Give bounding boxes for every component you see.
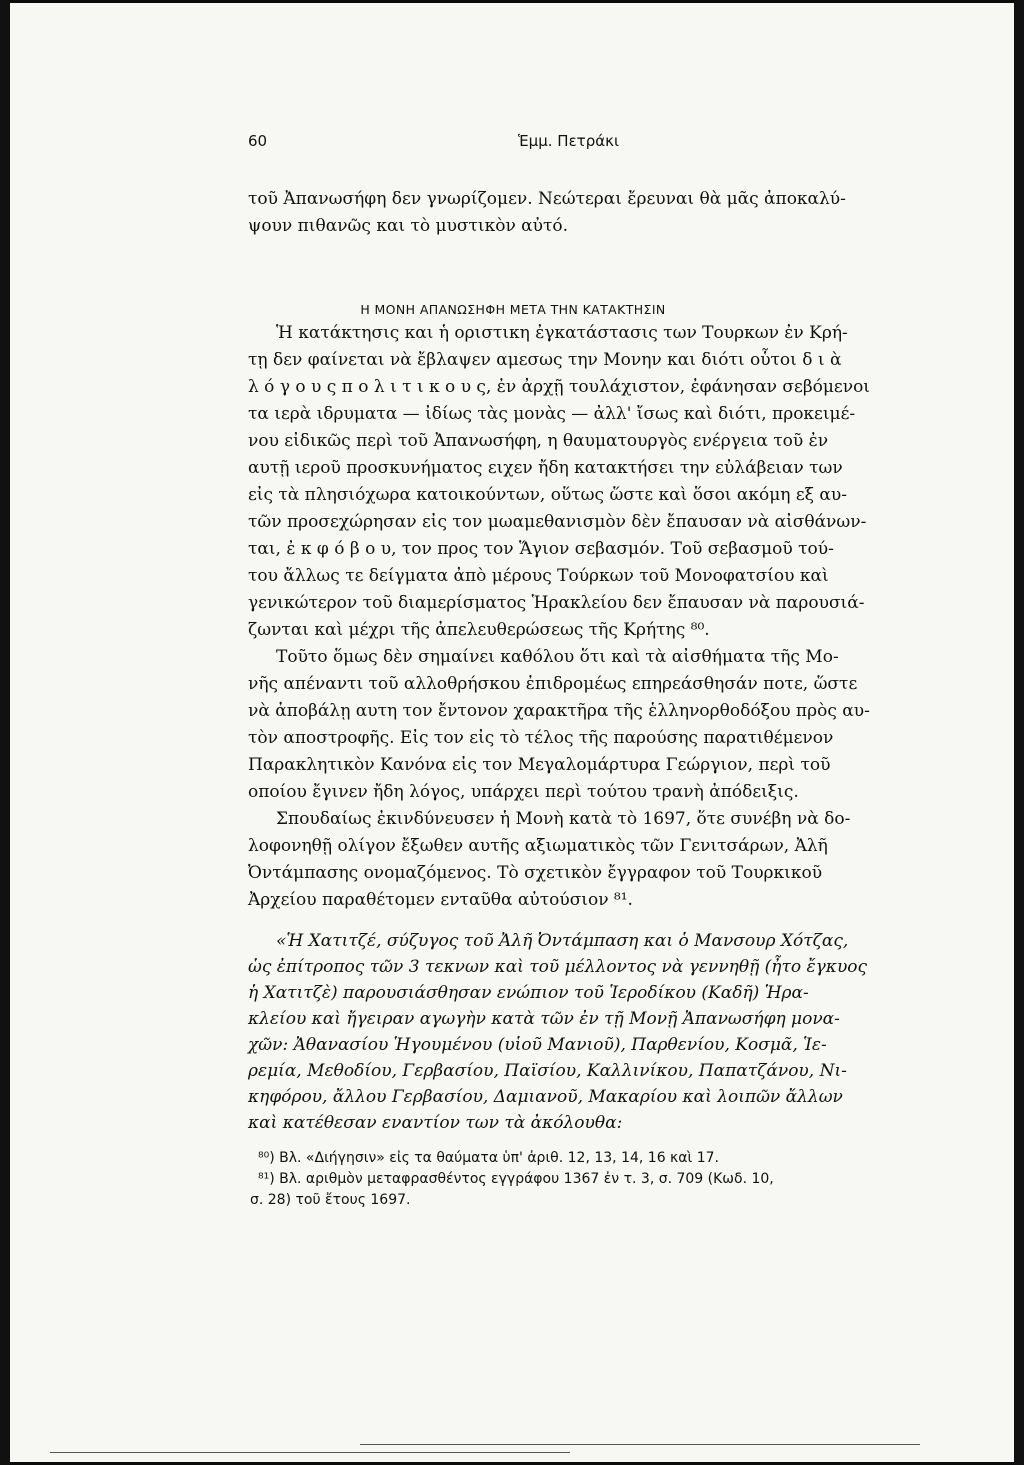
scan-line xyxy=(50,1452,570,1453)
text-line: καὶ κατέθεσαν εναντίον των τὰ ἀκόλουθα: xyxy=(248,1113,623,1133)
text-line: λοφονηθῇ ολίγον ἔξωθεν αυτῆς αξιωματικὸς τῶν Γενιτσάρων, Ἀλῆ xyxy=(248,836,828,856)
text-line: ζωνται καὶ μέχρι τῆς ἀπελευθερώσεως τῆς Κρήτης ⁸⁰. xyxy=(248,620,710,640)
text-line: τῶν προσεχώρησαν εἰς τον μωαμεθανισμὸν δὲν ἔπαυσαν νὰ αἰσθάνων- xyxy=(248,512,867,532)
text-line: ἡ Χατιτζὲ) παρουσιάσθησαν ενώπιον τοῦ Ἱεροδίκου (Καδῆ) Ἡρα- xyxy=(248,983,809,1003)
footnotes xyxy=(250,1148,780,1211)
scan-line xyxy=(360,1444,920,1445)
text-line: αυτῇ ιεροῦ προσκυνήματος ειχεν ἤδη κατακτήσει την εὐλάβειαν των xyxy=(248,458,843,478)
scan-border-left xyxy=(0,0,10,1465)
quoted-document xyxy=(248,928,868,1136)
running-head: Ἑμμ. Πετράκι xyxy=(518,132,620,150)
text-line: νῆς απέναντι τοῦ αλλοθρήσκου ἐπιδρομέως επηρεάσθησάν ποτε, ὥστε xyxy=(248,674,858,694)
section-heading: Η ΜΟΝΗ ΑΠΑΝΩΣΗΦΗ ΜΕΤΑ ΤΗΝ ΚΑΤΑΚΤΗΣΙΝ xyxy=(360,302,666,317)
page-header xyxy=(248,132,778,158)
text-line: ρεμία, Μεθοδίου, Γερβασίου, Παϊσίου, Καλλινίκου, Παπατζάνου, Νι- xyxy=(248,1061,847,1081)
footnote-81-continuation: σ. 28) τοῦ ἔτους 1697. xyxy=(250,1192,411,1208)
text-line: τὸν αποστροφῆς. Εἰς τον εἰς τὸ τέλος τῆς παρούσης παρατιθέμενον xyxy=(248,728,834,748)
text-line: τῃ δεν φαίνεται νὰ ἔβλαψεν αμεσως την Μονην και διότι οὗτοι δ ι ὰ xyxy=(248,350,842,370)
text-line: Τοῦτο ὅμως δὲν σημαίνει καθόλου ὅτι καὶ τὰ αἰσθήματα τῆς Μο- xyxy=(276,647,839,667)
page-number: 60 xyxy=(248,132,268,150)
footnote-81: ⁸¹) Βλ. αριθμὸν μεταφρασθέντος εγγράφου 1367 ἐν τ. 3, σ. 709 (Κωδ. 10, xyxy=(258,1171,774,1187)
text-line: οποίου ἔγινεν ἤδη λόγος, υπάρχει περὶ τούτου τρανὴ ἀπόδειξις. xyxy=(248,782,799,802)
text-line: Σπουδαίως ἐκινδύνευσεν ἡ Μονὴ κατὰ τὸ 1697, ὅτε συνέβη νὰ δο- xyxy=(276,809,851,829)
scan-border-right xyxy=(1014,0,1024,1465)
text-line: κηφόρου, ἄλλου Γερβασίου, Δαμιανοῦ, Μακαρίου καὶ λοιπῶν ἄλλων xyxy=(248,1087,843,1107)
intro-paragraph xyxy=(248,186,846,240)
text-line: νὰ ἀποβάλῃ αυτη τον ἔντονον χαρακτῆρα τῆς ἑλληνορθοδόξου πρὸς αυ- xyxy=(248,701,870,721)
text-line: λ ό γ ο υ ς π ο λ ι τ ι κ ο υ ς, ἐν ἀρχῇ τουλάχιστον, ἐφάνησαν σεβόμενοι xyxy=(248,377,870,397)
text-line: ψουν πιθανῶς και τὸ μυστικὸν αὐτό. xyxy=(248,216,569,236)
text-line: νου εἰδικῶς περὶ τοῦ Ἀπανωσήφη, η θαυματουργὸς ενέργεια τοῦ ἐν xyxy=(248,431,829,451)
text-line: Παρακλητικὸν Κανόνα εἰς τον Μεγαλομάρτυρα Γεώργιον, περὶ τοῦ xyxy=(248,755,831,775)
text-line: Ἀρχείου παραθέτομεν ενταῦθα αὐτούσιον ⁸¹. xyxy=(248,890,633,910)
paragraph-2 xyxy=(248,644,870,806)
footnote-80: ⁸⁰) Βλ. «Διήγησιν» εἰς τα θαύματα ὑπ' ἀριθ. 12, 13, 14, 16 καὶ 17. xyxy=(258,1150,719,1166)
text-line: ται, ἐ κ φ ό β ο υ, τον προς τον Ἅγιον σεβασμόν. Τοῦ σεβασμοῦ τού- xyxy=(248,539,834,559)
text-line: ὡς ἐπίτροπος τῶν 3 τεκνων καὶ τοῦ μέλλοντος νὰ γεννηθῇ (ἦτο ἔγκυος xyxy=(248,957,868,977)
paragraph-3 xyxy=(248,806,851,914)
paragraph-1 xyxy=(248,320,870,644)
text-line: του ἄλλως τε δείγματα ἀπὸ μέρους Τούρκων τοῦ Μονοφατσίου καὶ xyxy=(248,566,829,586)
text-line: κλείου καὶ ἤγειραν αγωγὴν κατὰ τῶν ἐν τῇ Μονῇ Ἀπανωσήφη μονα- xyxy=(248,1009,840,1029)
text-line: γενικώτερον τοῦ διαμερίσματος Ἡρακλείου δεν ἔπαυσαν νὰ παρουσιά- xyxy=(248,593,865,613)
text-line: χῶν: Ἀθανασίου Ἡγουμένου (υἱοῦ Μανιοῦ), Παρθενίου, Κοσμᾶ, Ἱε- xyxy=(248,1035,827,1055)
text-line: τα ιερὰ ιδρυματα — ἰδίως τὰς μονὰς — ἀλλ' ἴσως καὶ διότι, προκειμέ- xyxy=(248,404,856,424)
text-line: τοῦ Ἀπανωσήφη δεν γνωρίζομεν. Νεώτεραι ἔρευναι θὰ μᾶς ἀποκαλύ- xyxy=(248,189,846,209)
text-line: εἰς τὰ πλησιόχωρα κατοικούντων, οὕτως ὥστε καὶ ὅσοι ακόμη εξ αυ- xyxy=(248,485,847,505)
text-line: Ὀντάμπασης ονομαζόμενος. Τὸ σχετικὸν ἔγγραφον τοῦ Τουρκικοῦ xyxy=(248,863,823,883)
text-line: «Ἡ Χατιτζέ, σύζυγος τοῦ Ἀλῆ Ὀντάμπαση και ὁ Μανσουρ Χότζας, xyxy=(276,931,849,951)
text-line: Ἡ κατάκτησις και ἡ οριστικη ἐγκατάστασις των Τουρκων ἐν Κρή- xyxy=(276,323,848,343)
